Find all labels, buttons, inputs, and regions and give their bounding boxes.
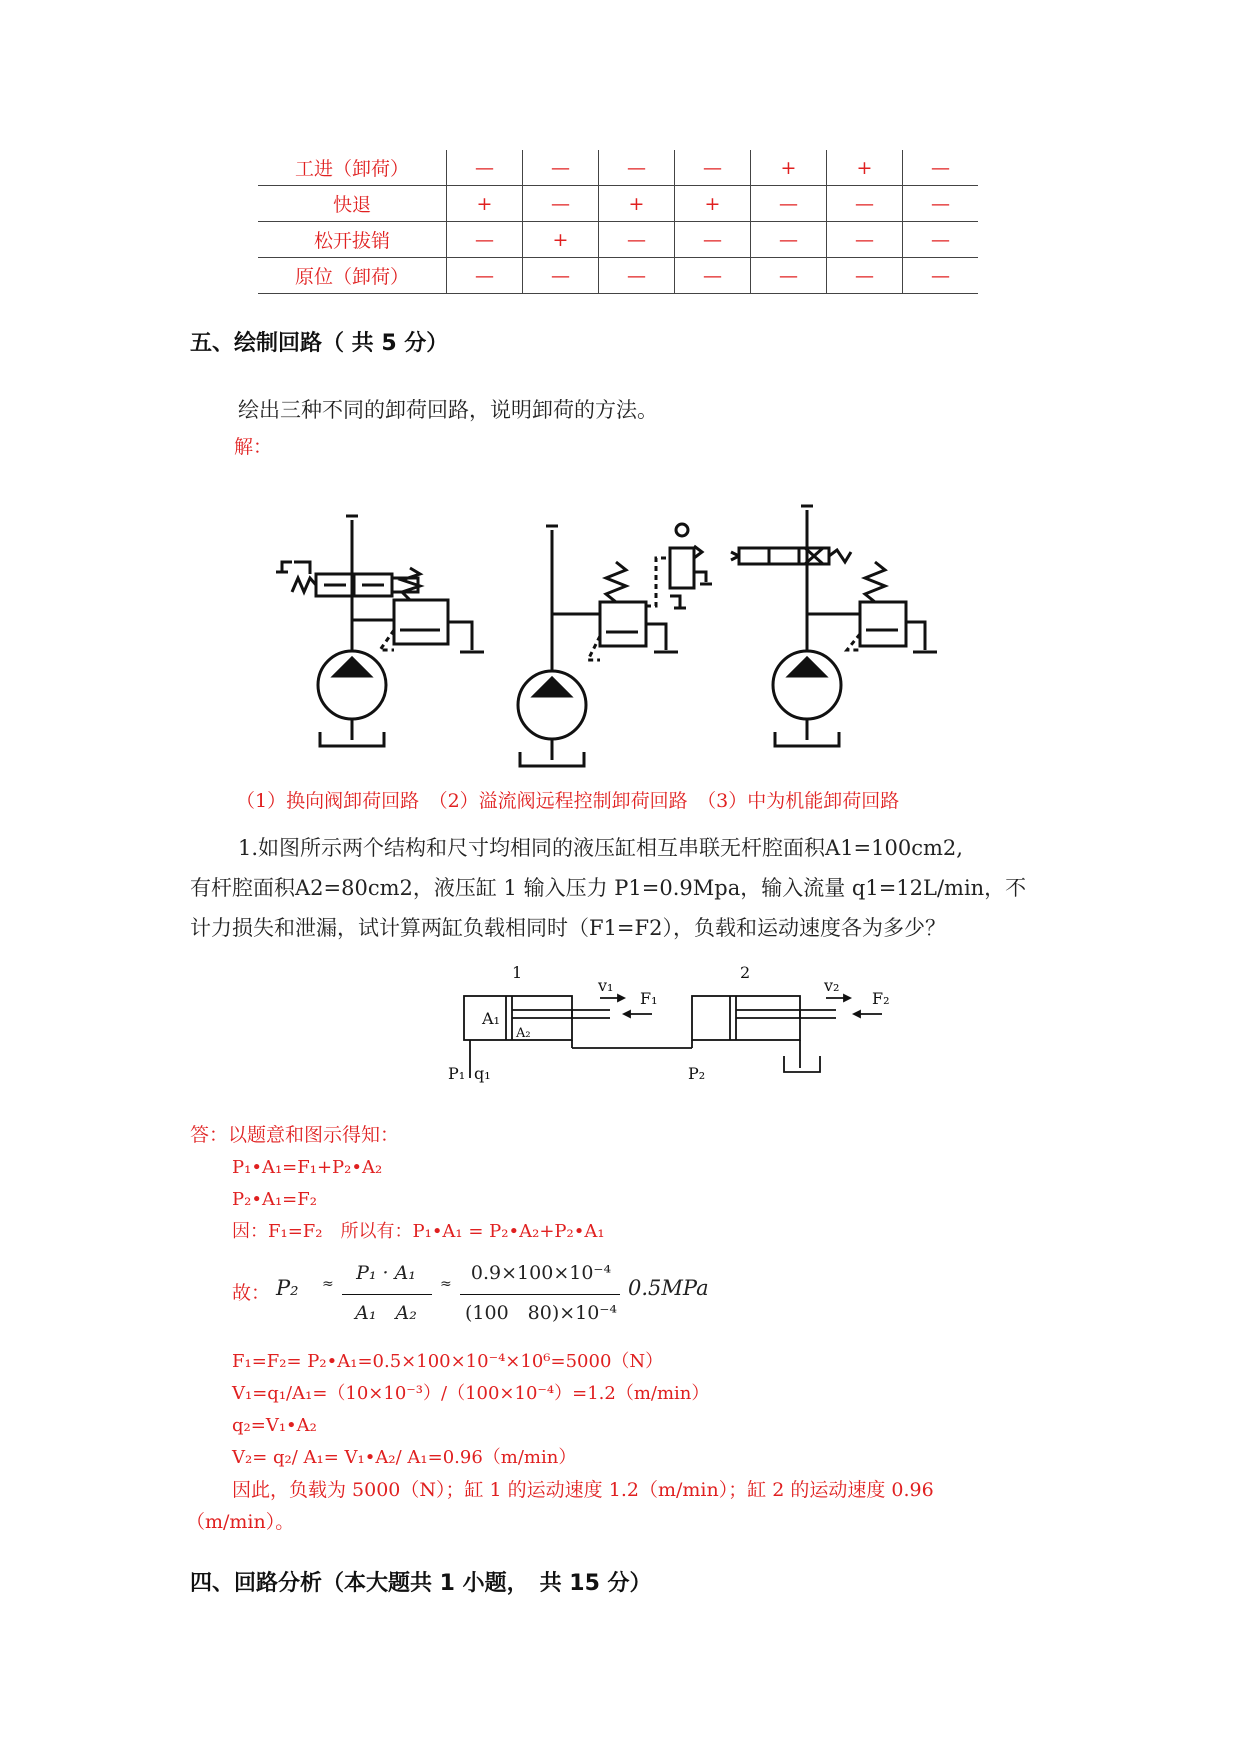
unloading-circuits-diagram: [270, 500, 970, 770]
table-cell: —: [675, 258, 751, 294]
frac2-num: 0.9×100×10⁻⁴: [470, 1262, 612, 1284]
solution-r1: F₁=F₂= P₂•A₁=0.5×100×10⁻⁴×10⁶=5000（N）: [232, 1351, 664, 1372]
problem1-line2: 有杆腔面积A2=80cm2，液压缸 1 输入压力 P1=0.9Mpa，输入流量 q1=12L/min，不: [190, 876, 1027, 900]
table-cell: —: [599, 222, 675, 258]
table-cell: —: [827, 222, 903, 258]
table-row: [258, 258, 978, 294]
v2-label: v₂: [824, 976, 840, 995]
row-label: 快退: [258, 186, 447, 222]
circuit-2-remote-relief-unloading: [518, 524, 712, 766]
table-cell: —: [447, 150, 523, 186]
section5-question: 绘出三种不同的卸荷回路，说明卸荷的方法。: [238, 398, 658, 422]
f2-label: F₂: [872, 989, 890, 1008]
table-cell: —: [751, 186, 827, 222]
table-cell: —: [447, 222, 523, 258]
table-cell: —: [675, 150, 751, 186]
table-cell: —: [903, 186, 979, 222]
formula-prefix: 故：: [232, 1282, 271, 1304]
solution-r3: q₂=V₁•A₂: [232, 1415, 317, 1436]
formula-block: [232, 1262, 752, 1330]
table-cell: —: [827, 186, 903, 222]
table-cell: +: [751, 150, 827, 186]
solution-intro: 答：以题意和图示得知：: [190, 1124, 400, 1146]
circuit-1-directional-valve-unloading: [276, 516, 484, 746]
table-cell: —: [827, 258, 903, 294]
table-cell: —: [675, 222, 751, 258]
table-cell: —: [903, 150, 979, 186]
table-cell: —: [903, 222, 979, 258]
approx-symbol-2: ≈: [440, 1276, 452, 1292]
solution-conclusion1: 因此，负载为 5000（N）；缸 1 的运动速度 1.2（m/min）；缸 2 的运动速度 0.96: [232, 1479, 934, 1501]
q1-label: q₁: [474, 1064, 491, 1083]
cylinder1-label: 1: [512, 963, 523, 982]
table-cell: +: [447, 186, 523, 222]
table-cell: +: [827, 150, 903, 186]
f1-label: F₁: [640, 989, 658, 1008]
row-label: 原位（卸荷）: [258, 258, 447, 294]
table-cell: +: [599, 186, 675, 222]
frac1-num: P₁ · A₁: [356, 1262, 416, 1284]
formula-lhs: P₂: [276, 1276, 299, 1300]
frac1-den: A₁ A₂: [355, 1302, 417, 1324]
table-cell: —: [523, 150, 599, 186]
problem1-line1: 1.如图所示两个结构和尺寸均相同的液压缸相互串联无杆腔面积A1=100cm2,: [238, 836, 963, 860]
row-label: 松开拔销: [258, 222, 447, 258]
table-cell: +: [523, 222, 599, 258]
table-cell: —: [599, 258, 675, 294]
p1-label: P₁: [448, 1064, 466, 1083]
table-cell: —: [523, 186, 599, 222]
table-cell: —: [903, 258, 979, 294]
table-cell: —: [751, 258, 827, 294]
section5-heading: 五、绘制回路（ 共 5 分）: [190, 331, 449, 356]
circuits-caption: （1）换向阀卸荷回路 （2）溢流阀远程控制卸荷回路 （3）中为机能卸荷回路: [236, 790, 900, 812]
table-cell: —: [751, 222, 827, 258]
frac2-den: (100 80)×10⁻⁴: [464, 1302, 617, 1324]
solution-r2: V₁=q₁/A₁=（10×10⁻³）/（100×10⁻⁴）=1.2（m/min）: [232, 1383, 710, 1404]
problem1-line3: 计力损失和泄漏，试计算两缸负载相同时（F1=F2），负载和运动速度各为多少？: [190, 916, 946, 940]
approx-symbol-1: ≈: [322, 1276, 334, 1292]
row-label: 工进（卸荷）: [258, 150, 447, 186]
table-cell: —: [599, 150, 675, 186]
solution-eq3: 因：F₁=F₂ 所以有：P₁•A₁ = P₂•A₂+P₂•A₁: [232, 1221, 605, 1242]
table-row: [258, 150, 978, 186]
solution-eq1: P₁•A₁=F₁+P₂•A₂: [232, 1157, 383, 1178]
table-cell: —: [523, 258, 599, 294]
solution-conclusion2: （m/min）。: [186, 1511, 295, 1533]
table-row: [258, 186, 978, 222]
solution-r4: V₂= q₂/ A₁= V₁•A₂/ A₁=0.96（m/min）: [232, 1447, 577, 1468]
section5-answer-label: 解：: [234, 436, 273, 458]
p2-label: P₂: [688, 1064, 706, 1083]
action-table: [258, 150, 978, 294]
cylinders-diagram: [440, 958, 920, 1088]
table-row: [258, 222, 978, 258]
frac2-bar: [460, 1294, 620, 1295]
formula-result: 0.5MPa: [628, 1276, 709, 1300]
a1-label: A₁: [482, 1009, 500, 1028]
table-cell: +: [675, 186, 751, 222]
cylinder2-label: 2: [740, 963, 751, 982]
frac1-bar: [342, 1294, 432, 1295]
circuit-3-center-function-unloading: [731, 506, 937, 746]
a2-label: A₂: [516, 1026, 531, 1041]
section4-heading: 四、回路分析（本大题共 1 小题， 共 15 分）: [190, 1571, 652, 1596]
v1-label: v₁: [598, 976, 614, 995]
table-cell: —: [447, 258, 523, 294]
solution-eq2: P₂•A₁=F₂: [232, 1189, 317, 1210]
